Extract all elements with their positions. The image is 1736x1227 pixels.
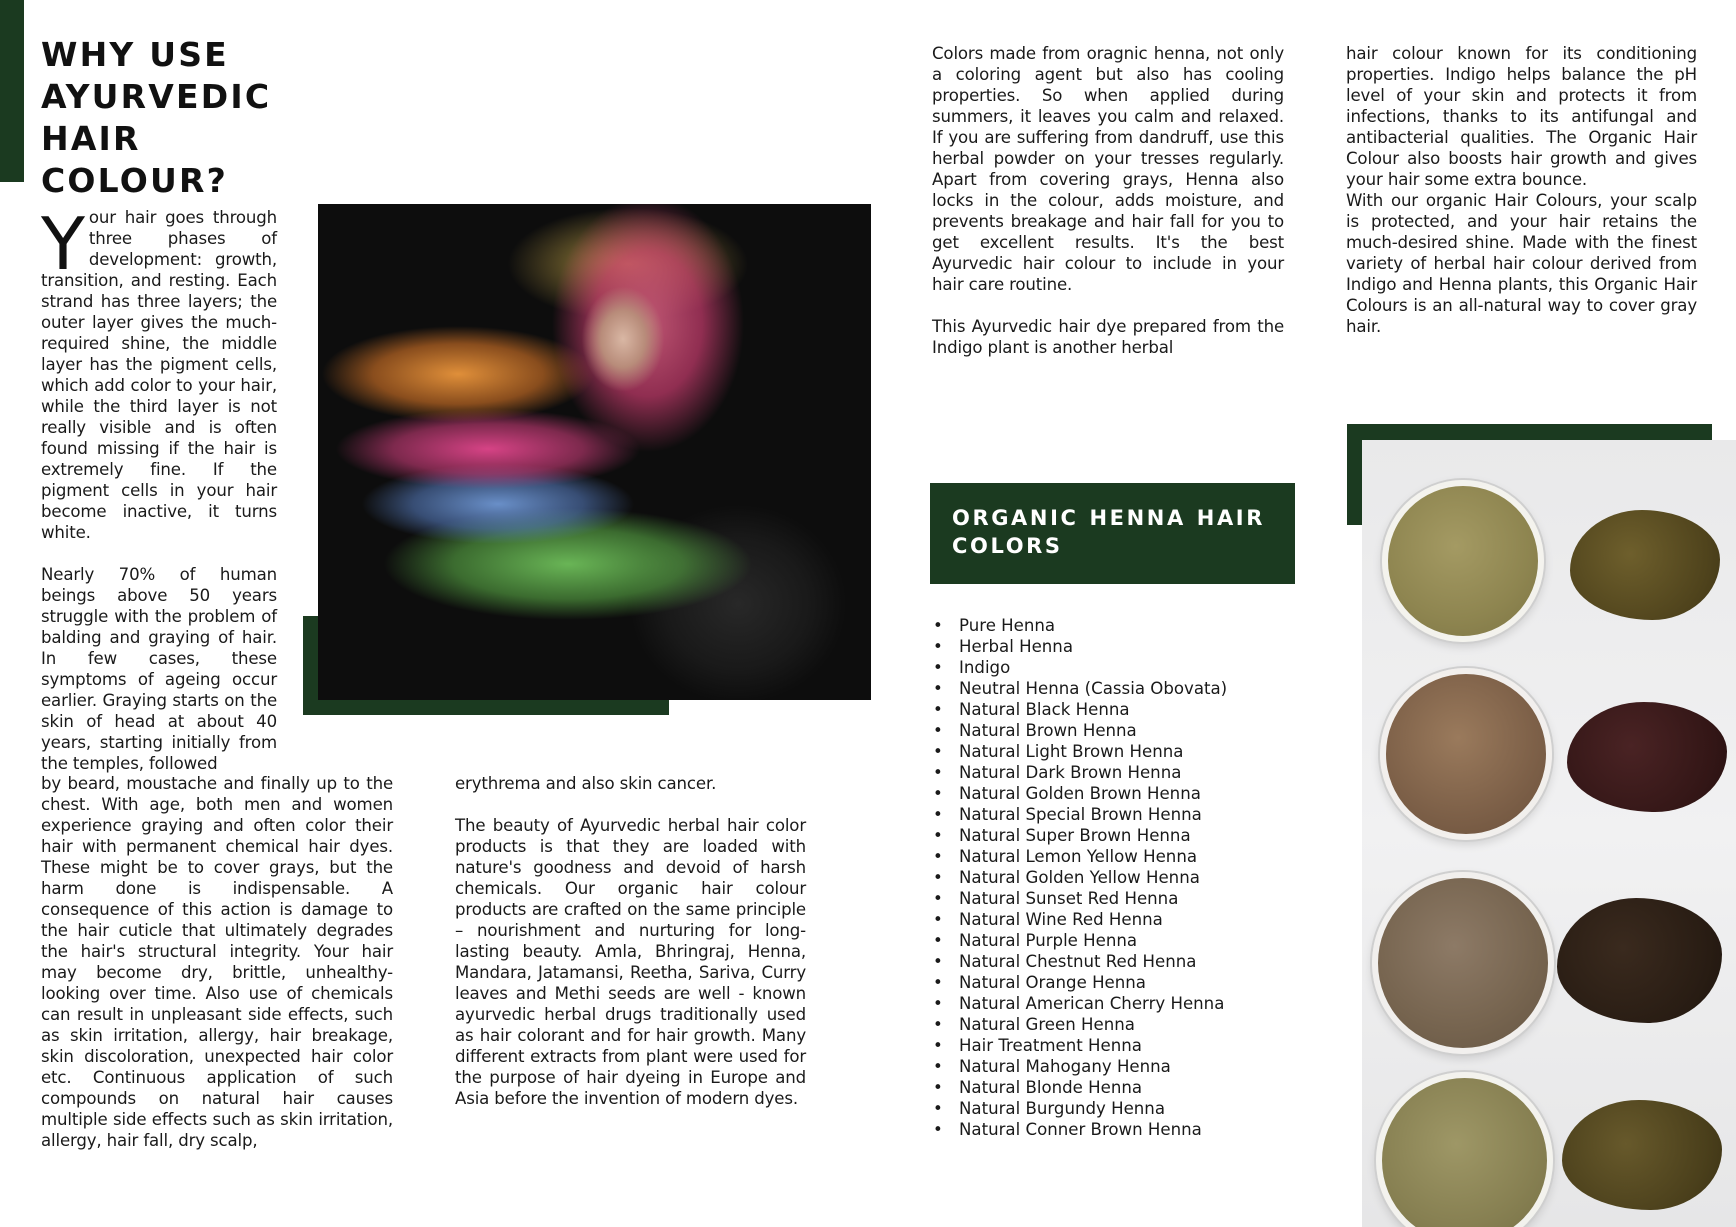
rainbow-hair-photo [318,204,871,700]
bowl-olive-powder-2 [1376,1072,1553,1227]
henna-list-container [931,615,1291,1140]
henna-list-item: • Natural Lemon Yellow Henna [931,846,1291,867]
column-3-paragraph-2: This Ayurvedic hair dye prepared from the Indigo plant is another herbal [932,317,1284,357]
paste-dark-brown [1557,898,1722,1023]
column-3-paragraph-1: Colors made from oragnic henna, not only a coloring agent but also has cooling properties. So when applied during summers, it leaves you calm and relaxed. If you are suffering from dandruff, use this herbal powder on your tresses regularly. Apart from covering grays, Henna also locks in the colour, adds moisture, and prevents breakage and hair fall for you to get excellent results. It's the best Ayurvedic hair colour to include in your hair care routine. [932,44,1284,294]
paste-olive-1 [1570,510,1720,620]
henna-list-item: • Pure Henna [931,615,1291,636]
column-2-paragraph-2: The beauty of Ayurvedic herbal hair color products is that they are loaded with nature's goodness and devoid of harsh chemicals. Our organic hair colour products are crafted on the same principle – nourishment and nurturing for long-lasting beauty. Amla, Bhringraj, Henna, Mandara, Jatamansi, Reetha, Sariva, Curry leaves and Methi seeds are well - known ayurvedic herbal drugs traditionally used as hair colorant and for hair growth. Many different extracts from plant were used for the purpose of hair dyeing in Europe and Asia before the invention of modern dyes. [455,816,806,1108]
henna-list-item: • Natural Light Brown Henna [931,741,1291,762]
heading-line-3: COLOUR? [41,161,228,200]
henna-list-item: • Natural Mahogany Henna [931,1056,1291,1077]
intro-column [41,202,277,774]
intro-paragraph-1-text: our hair goes through three phases of development: growth, transition, and resting. Each strand has three layers; the outer layer gives the much-required shine, the middle layer has the pigment cells, which add color to your hair, while the third layer is not really visible and is often found missing if the hair is extremely fine. If the pigment cells in your hair become inactive, it turns white. [41,208,277,542]
bowl-grey-brown-powder [1372,872,1554,1054]
paste-olive-2 [1562,1100,1722,1210]
column-2 [455,773,806,1109]
henna-list-item: • Natural Black Henna [931,699,1291,720]
henna-list-item: • Natural Golden Yellow Henna [931,867,1291,888]
intro-paragraph-2: Nearly 70% of human beings above 50 years struggle with the problem of balding and graying of hair. In few cases, these symptoms of ageing occur earlier. Graying starts on the skin of head at about 40 years, starting initially from the temples, followed [41,565,277,773]
bowl-brown-powder [1380,668,1552,840]
henna-bowls-photo [1362,440,1736,1227]
column-1-continued [41,773,393,1151]
henna-list-item: • Indigo [931,657,1291,678]
henna-list-item: • Natural Purple Henna [931,930,1291,951]
henna-list-item: • Natural Wine Red Henna [931,909,1291,930]
henna-list-item: • Neutral Henna (Cassia Obovata) [931,678,1291,699]
henna-list-item: • Natural Burgundy Henna [931,1098,1291,1119]
henna-list-item: • Natural Golden Brown Henna [931,783,1291,804]
heading-line-2: AYURVEDIC HAIR [41,77,272,158]
henna-list-item: • Natural Brown Henna [931,720,1291,741]
henna-list-item: • Natural Chestnut Red Henna [931,951,1291,972]
henna-list-item: • Natural Green Henna [931,1014,1291,1035]
henna-list-item: • Natural Super Brown Henna [931,825,1291,846]
paste-dark-red [1567,702,1727,812]
heading-line-1: WHY USE [41,35,229,74]
henna-box-title: ORGANIC HENNA HAIR COLORS [952,506,1265,558]
henna-list-item: • Natural Orange Henna [931,972,1291,993]
henna-list-item: • Natural Sunset Red Henna [931,888,1291,909]
page-heading [41,34,381,202]
henna-list-item: • Natural Conner Brown Henna [931,1119,1291,1140]
henna-list-item: • Hair Treatment Henna [931,1035,1291,1056]
column-4 [1346,43,1697,337]
column-3 [932,43,1284,358]
column-4-paragraph-1: hair colour known for its conditioning properties. Indigo helps balance the pH level of your skin and protects it from infections, thanks to its antifungal and antibacterial qualities. The Organic Hair Colour also boosts hair growth and gives your hair some extra bounce. [1346,44,1697,189]
henna-list [931,615,1291,1140]
intro-paragraph-1 [41,202,277,543]
column-1-paragraph: by beard, moustache and finally up to the chest. With age, both men and women experience graying and often color their hair with permanent chemical hair dyes. These might be to cover grays, but the harm done is indispensable. A consequence of this action is damage to the hair cuticle that ultimately degrades the hair's structural integrity. Your hair may become dry, brittle, unhealthy-looking over time. Also use of chemicals can result in unpleasant side effects, such as skin irritation, allergy, hair breakage, skin discoloration, unexpected hair color etc. Continuous application of such compounds on natural hair causes multiple side effects such as skin irritation, allergy, hair fall, dry scalp, [41,774,393,1150]
column-4-paragraph-2: With our organic Hair Colours, your scalp is protected, and your hair retains the much-desired shine. Made with the finest variety of herbal hair colour derived from Indigo and Henna plants, this Organic Hair Colours is an all-natural way to cover gray hair. [1346,191,1697,336]
henna-list-item: • Natural Dark Brown Henna [931,762,1291,783]
henna-list-item: • Natural Blonde Henna [931,1077,1291,1098]
column-2-paragraph-1: erythrema and also skin cancer. [455,774,717,793]
bowl-olive-powder-1 [1382,480,1544,642]
henna-list-item: • Natural American Cherry Henna [931,993,1291,1014]
henna-list-item: • Natural Special Brown Henna [931,804,1291,825]
accent-bar-left [0,0,24,182]
henna-list-item: • Herbal Henna [931,636,1291,657]
henna-title-box [930,483,1295,584]
drop-cap: Y [41,202,85,286]
